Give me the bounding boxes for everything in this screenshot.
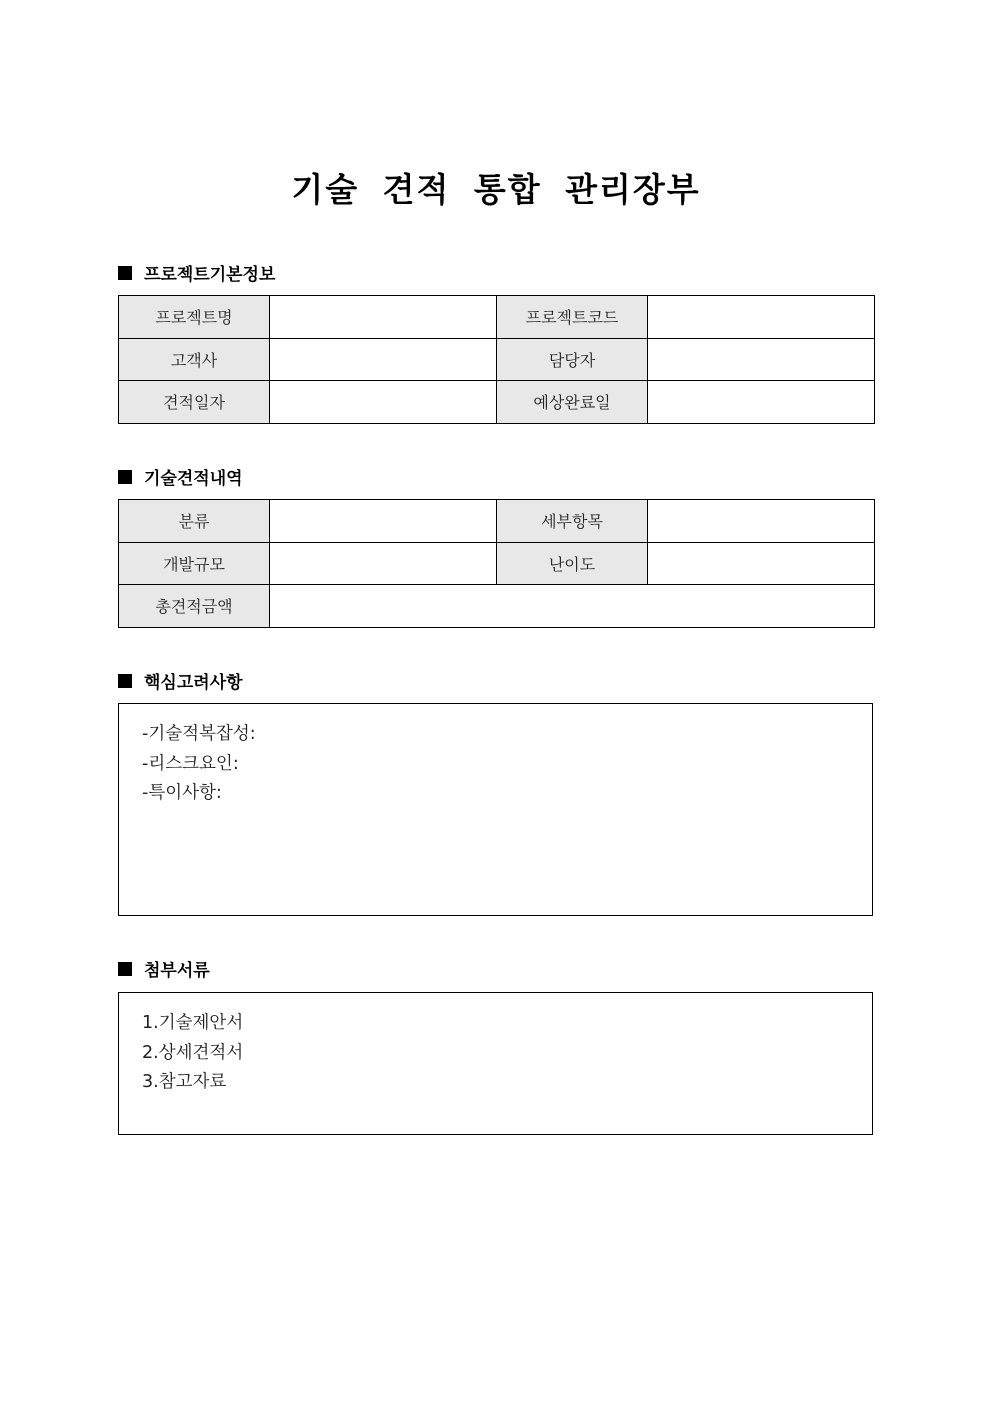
label-cell: 담당자 — [497, 338, 648, 381]
list-item: -리스크요인: — [142, 753, 239, 774]
table-row — [119, 585, 875, 628]
document-title: 기술 견적 통합 관리장부 — [291, 170, 701, 209]
value-cell[interactable] — [270, 542, 497, 585]
heading-text: 핵심고려사항 — [144, 673, 243, 693]
heading-text: 첨부서류 — [144, 961, 210, 981]
value-cell[interactable] — [648, 296, 875, 339]
value-cell[interactable] — [270, 338, 497, 381]
label-cell: 고객사 — [119, 338, 270, 381]
label-cell: 프로젝트코드 — [497, 296, 648, 339]
square-bullet-icon — [118, 962, 132, 976]
table-row — [119, 338, 875, 381]
table-row — [119, 381, 875, 424]
table-row — [119, 500, 875, 543]
square-bullet-icon — [118, 266, 132, 280]
label-cell: 예상완료일 — [497, 381, 648, 424]
value-cell[interactable] — [270, 296, 497, 339]
estimate-table — [118, 499, 875, 628]
considerations-box[interactable] — [118, 703, 873, 916]
total-amount-cell[interactable] — [270, 585, 875, 628]
label-cell: 총견적금액 — [119, 585, 270, 628]
table-row — [119, 296, 875, 339]
heading-text: 프로젝트기본정보 — [144, 265, 276, 285]
attachments-box[interactable] — [118, 992, 873, 1135]
section-heading-basic — [118, 260, 275, 285]
value-cell[interactable] — [648, 338, 875, 381]
label-cell: 세부항목 — [497, 500, 648, 543]
section-heading-estimate — [118, 464, 243, 489]
list-item: 1.기술제안서 — [142, 1013, 244, 1033]
list-item: -특이사항: — [142, 783, 222, 803]
heading-text: 기술견적내역 — [144, 469, 243, 489]
table-row — [119, 542, 875, 585]
value-cell[interactable] — [648, 542, 875, 585]
value-cell[interactable] — [648, 500, 875, 543]
value-cell[interactable] — [270, 500, 497, 543]
label-cell: 프로젝트명 — [119, 296, 270, 339]
square-bullet-icon — [118, 470, 132, 484]
label-cell: 분류 — [119, 500, 270, 543]
value-cell[interactable] — [648, 381, 875, 424]
square-bullet-icon — [118, 674, 132, 688]
value-cell[interactable] — [270, 381, 497, 424]
basic-info-table — [118, 295, 875, 424]
label-cell: 견적일자 — [119, 381, 270, 424]
section-heading-considerations — [118, 668, 243, 693]
label-cell: 개발규모 — [119, 542, 270, 585]
list-item: -기술적복잡성: — [142, 724, 256, 744]
section-heading-attachments — [118, 956, 210, 981]
label-cell: 난이도 — [497, 542, 648, 585]
list-item: 3.참고자료 — [142, 1072, 227, 1092]
list-item: 2.상세견적서 — [142, 1042, 244, 1063]
